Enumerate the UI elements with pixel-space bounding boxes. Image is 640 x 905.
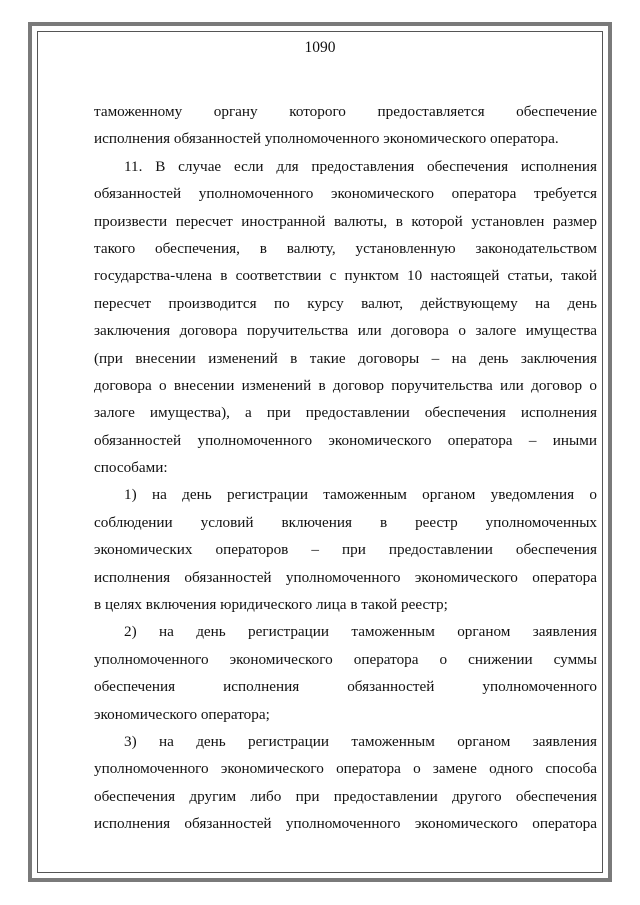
text-line: уполномоченного экономического оператора о замене одного способа [94,760,597,778]
text-line: обязанностей уполномоченного экономического оператора – иными [94,431,597,449]
text-line: обязанностей уполномоченного экономического оператора требуется [94,185,597,203]
text-line: таможенному органу которого предоставляется обеспечение [94,103,597,120]
text-line: заключения договора поручительства или договора о залоге имущества [94,322,597,340]
page-frame [28,22,612,882]
paragraph-first-line: 1) на день регистрации таможенным органом уведомления о [124,486,597,504]
document-body [94,98,597,838]
paragraph-first-line: 3) на день регистрации таможенным органом заявления [124,732,597,750]
page-number: 1090 [304,39,336,56]
text-line: уполномоченного экономического оператора о снижении суммы [94,650,597,668]
text-line: исполнения обязанностей уполномоченного экономического оператора [94,568,597,586]
text-line: экономического оператора; [94,705,270,723]
paragraph-first-line: 2) на день регистрации таможенным органом заявления [124,623,597,641]
text-line: пересчет производится по курсу валют, действующему на день [94,294,597,312]
text-line: такого обеспечения, в валюту, установленную законодательством [94,239,597,257]
text-line: способами: [94,459,168,477]
text-line: залоге имущества), а при предоставлении обеспечения исполнения [94,404,597,422]
text-line: произвести пересчет иностранной валюты, в которой установлен размер [94,212,597,230]
text-line: обеспечения другим либо при предоставлении другого обеспечения [94,787,597,805]
text-line: (при внесении изменений в такие договоры – на день заключения [94,349,597,367]
paragraph-first-line: 11. В случае если для предоставления обеспечения исполнения [124,157,597,175]
text-line: соблюдении условий включения в реестр уполномоченных [94,513,597,531]
text-line: исполнения обязанностей уполномоченного экономического оператора [94,815,597,833]
text-line: экономических операторов – при предоставлении обеспечения [94,541,597,559]
text-line: договора о внесении изменений в договор поручительства или договор о [94,376,597,394]
text-line: исполнения обязанностей уполномоченного экономического оператора. [94,130,559,148]
text-line: обеспечения исполнения обязанностей уполномоченного [94,678,597,696]
text-line: в целях включения юридического лица в такой реестр; [94,596,448,614]
text-line: государства-члена в соответствии с пунктом 10 настоящей статьи, такой [94,267,597,285]
